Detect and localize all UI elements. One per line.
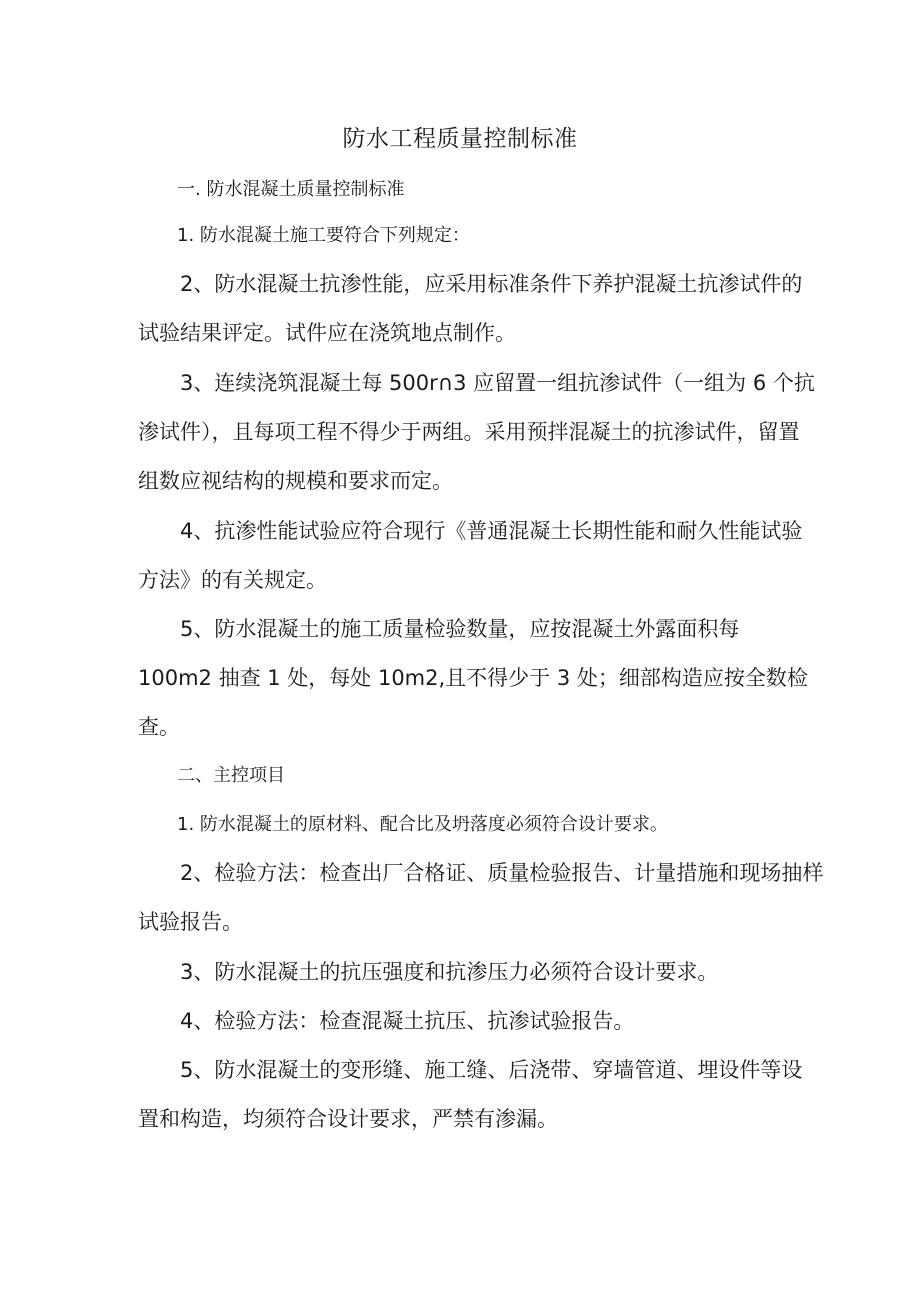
paragraph-2-4: 4、检验方法：检查混凝土抗压、抗渗试验报告。 xyxy=(180,1009,635,1033)
paragraph-1-3-line-2: 渗试件），且每项工程不得少于两组。采用预拌混凝土的抗渗试件，留置 xyxy=(138,420,800,444)
section-heading-2: 二、主控项目 xyxy=(177,765,285,786)
paragraph-2-2-line-1: 2、检验方法：检查出厂合格证、质量检验报告、计量措施和现场抽样 xyxy=(180,861,824,885)
paragraph-1-3-line-1: 3、连续浇筑混凝土每 500r∩3 应留置一组抗渗试件（一组为 6 个抗 xyxy=(180,371,815,395)
paragraph-1-4-line-1: 4、抗渗性能试验应符合现行《普通混凝土长期性能和耐久性能试验 xyxy=(180,519,803,543)
paragraph-1-2-line-1: 2、防水混凝土抗渗性能，应采用标准条件下养护混凝土抗渗试件的 xyxy=(180,272,803,296)
paragraph-2-3: 3、防水混凝土的抗压强度和抗渗压力必须符合设计要求。 xyxy=(180,960,719,984)
paragraph-2-5-line-1: 5、防水混凝土的变形缝、施工缝、后浇带、穿墙管道、埋设件等设 xyxy=(180,1058,803,1082)
paragraph-1-1: 1. 防水混凝土施工要符合下列规定： xyxy=(177,225,470,246)
paragraph-1-5-line-3: 查。 xyxy=(138,715,180,739)
section-heading-1: 一. 防水混凝土质量控制标准 xyxy=(177,179,405,200)
paragraph-2-2-line-2: 试验报告。 xyxy=(138,910,243,934)
paragraph-1-2-line-2: 试验结果评定。试件应在浇筑地点制作。 xyxy=(138,321,516,345)
paragraph-1-5-line-1: 5、防水混凝土的施工质量检验数量，应按混凝土外露面积每 xyxy=(180,617,740,641)
document-title: 防水工程质量控制标准 xyxy=(342,126,578,152)
paragraph-1-4-line-2: 方法》的有关规定。 xyxy=(138,568,327,592)
paragraph-2-1: 1. 防水混凝土的原材料、配合比及坍落度必须符合设计要求。 xyxy=(177,814,668,835)
paragraph-1-3-line-3: 组数应视结构的规模和要求而定。 xyxy=(138,469,453,493)
paragraph-2-5-line-2: 置和构造，均须符合设计要求，严禁有渗漏。 xyxy=(138,1107,558,1131)
paragraph-1-5-line-2: 100m2 抽查 1 处，每处 10m2,且不得少于 3 处；细部构造应按全数检 xyxy=(138,666,808,690)
